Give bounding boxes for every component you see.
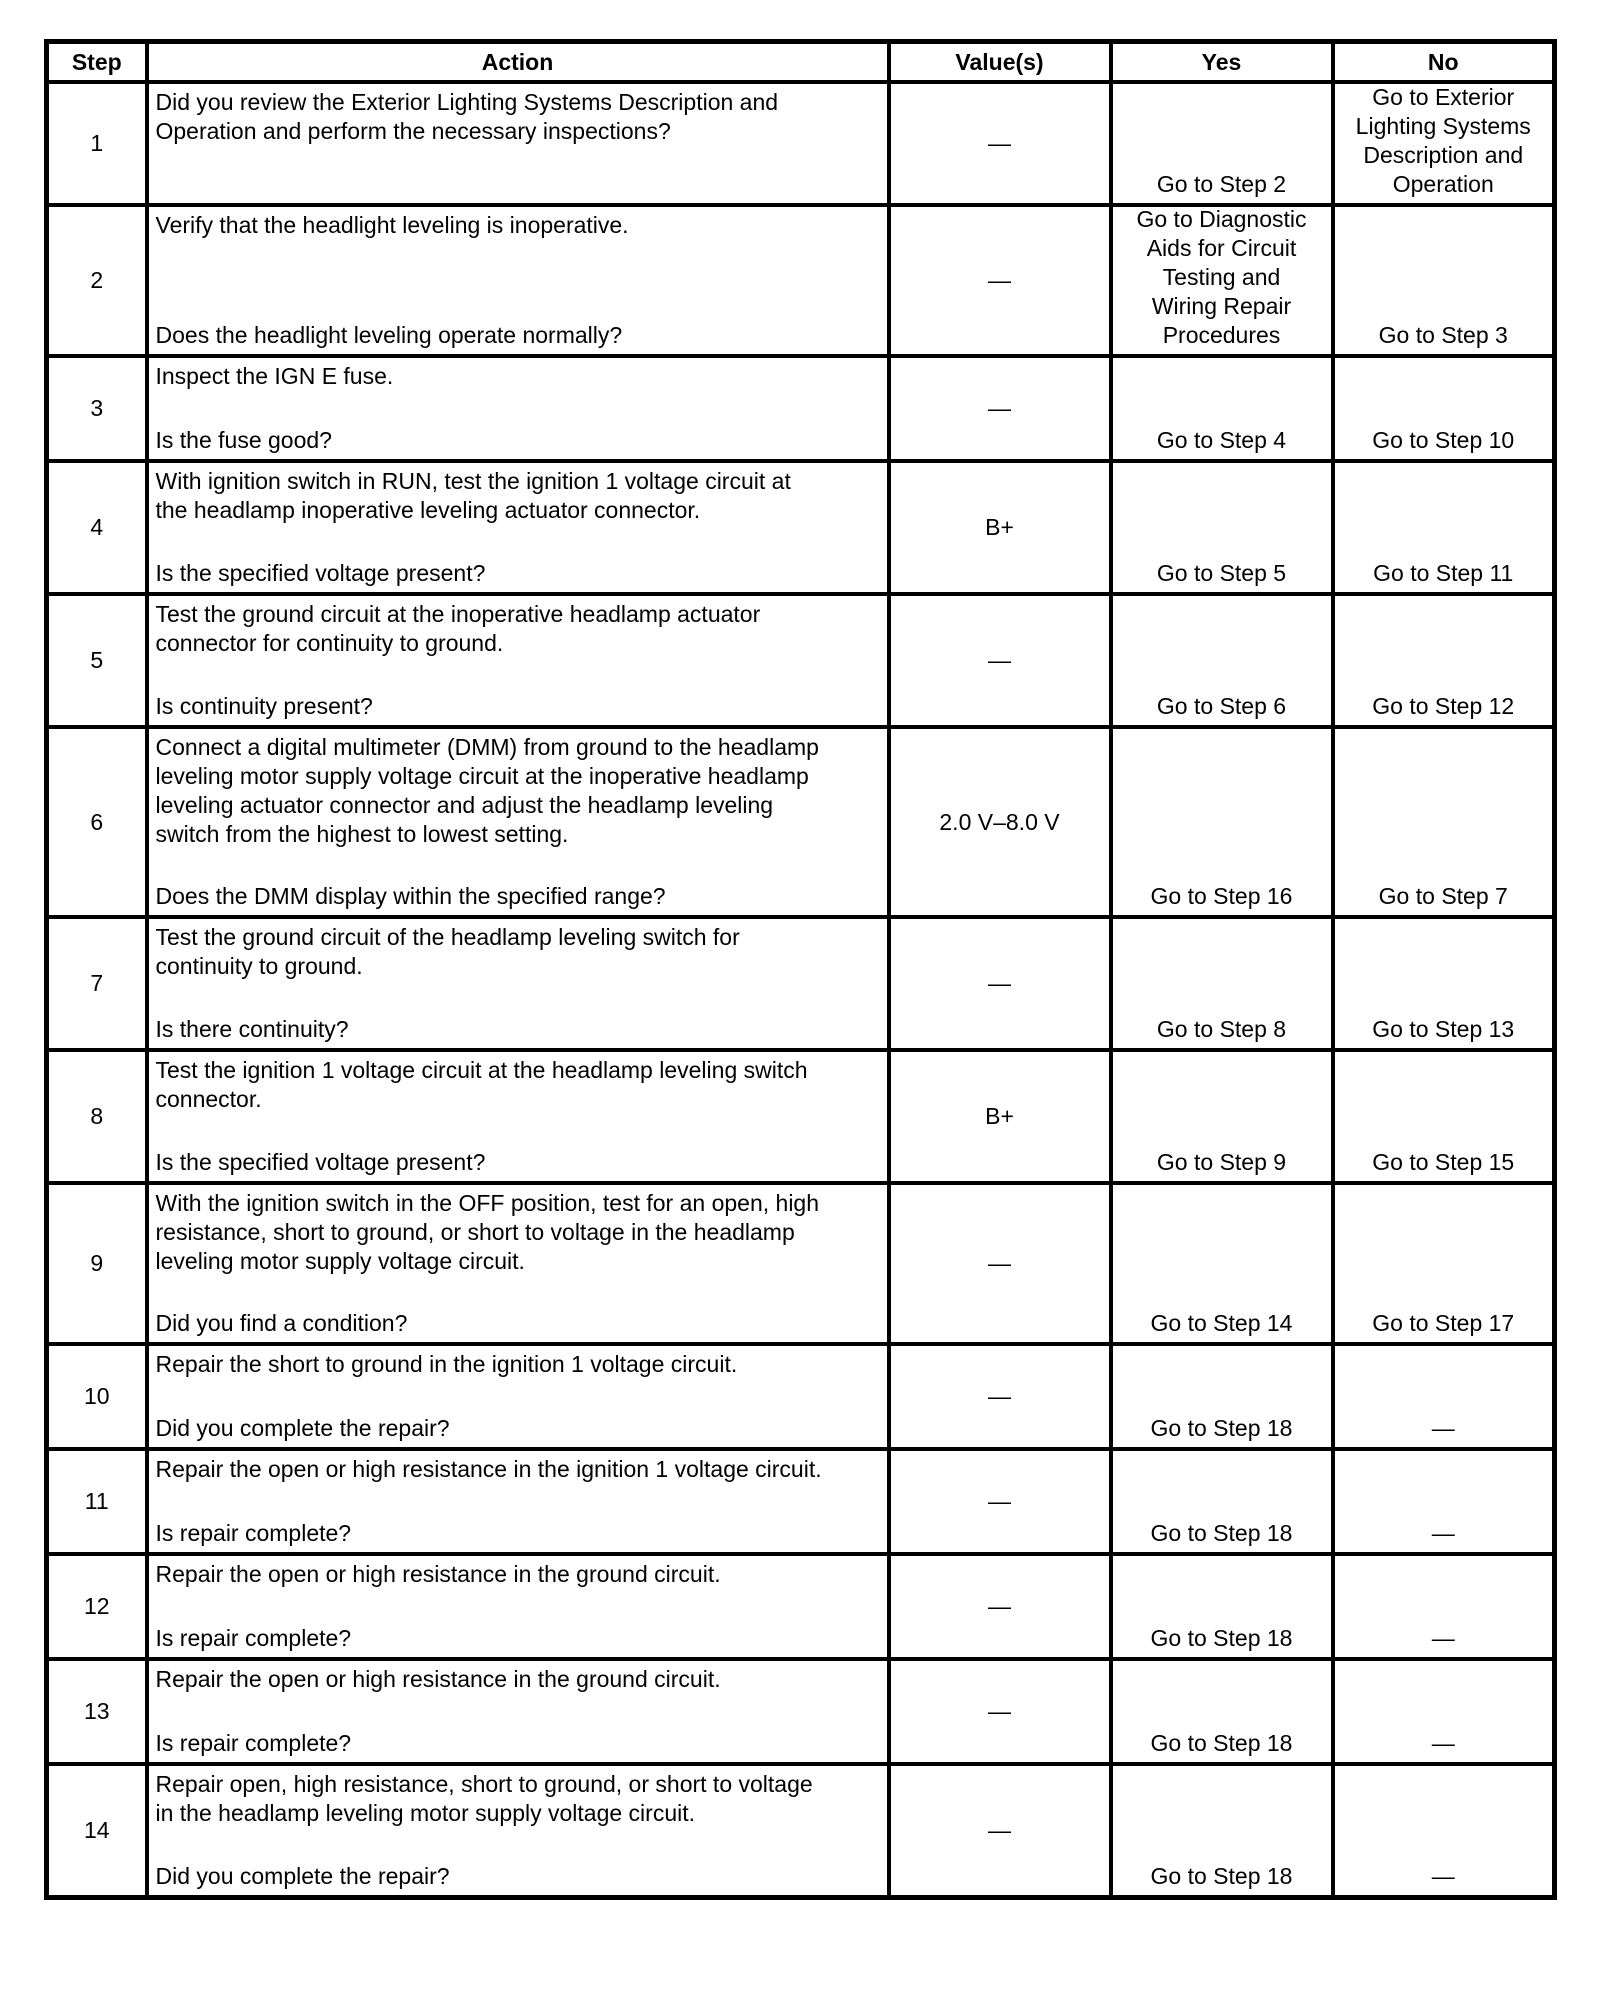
yes-text: Go to Step 6 xyxy=(1156,693,1287,719)
action-text: Inspect the IGN E fuse. xyxy=(155,363,394,389)
yes-text: Go to Step 18 xyxy=(1150,1625,1293,1651)
table-row xyxy=(47,917,1555,1050)
action-text: Repair open, high resistance, short to ground, or short to voltage in the headlamp leveling motor supply voltage circuit. xyxy=(155,1771,813,1826)
yes-cell xyxy=(1111,461,1333,594)
value-cell: B+ xyxy=(889,1050,1111,1183)
step-number: 10 xyxy=(47,1344,147,1449)
yes-text: Go to Step 18 xyxy=(1150,1863,1293,1889)
action-question: Is the specified voltage present? xyxy=(155,1149,486,1175)
yes-text: Go to Step 16 xyxy=(1150,883,1293,909)
no-cell xyxy=(1333,461,1555,594)
action-question: Does the headlight leveling operate normally? xyxy=(155,322,623,348)
no-text: Go to Step 17 xyxy=(1372,1310,1515,1336)
no-text: Go to Step 13 xyxy=(1372,1016,1515,1042)
step-number: 13 xyxy=(47,1659,147,1764)
yes-cell xyxy=(1111,1659,1333,1764)
yes-text: Go to Step 2 xyxy=(1156,171,1287,197)
no-cell xyxy=(1333,1554,1555,1659)
value-cell: — xyxy=(889,1449,1111,1554)
action-question: Did you find a condition? xyxy=(155,1310,408,1336)
action-question: Is repair complete? xyxy=(155,1625,352,1651)
diagnostic-table xyxy=(44,39,1557,1900)
action-cell xyxy=(147,1344,889,1449)
yes-cell xyxy=(1111,917,1333,1050)
yes-text: Go to Step 9 xyxy=(1156,1149,1287,1175)
step-number: 8 xyxy=(47,1050,147,1183)
no-cell xyxy=(1333,1659,1555,1764)
no-text: — xyxy=(1431,1863,1455,1889)
header-row xyxy=(47,42,1555,83)
step-number: 4 xyxy=(47,461,147,594)
value-cell: — xyxy=(889,917,1111,1050)
value-cell: — xyxy=(889,594,1111,727)
step-number: 3 xyxy=(47,356,147,461)
no-cell xyxy=(1333,917,1555,1050)
step-number: 5 xyxy=(47,594,147,727)
yes-text: Go to Step 4 xyxy=(1156,427,1287,453)
step-number: 11 xyxy=(47,1449,147,1554)
table-body xyxy=(47,82,1555,1898)
action-cell xyxy=(147,1449,889,1554)
no-text: Go to Step 12 xyxy=(1372,693,1515,719)
table-row xyxy=(47,205,1555,356)
yes-cell xyxy=(1111,1449,1333,1554)
value-cell: — xyxy=(889,1183,1111,1344)
action-text: Repair the open or high resistance in the ground circuit. xyxy=(155,1561,721,1587)
no-cell xyxy=(1333,1764,1555,1898)
yes-cell xyxy=(1111,1183,1333,1344)
yes-text: Go to Step 18 xyxy=(1150,1520,1293,1546)
table-row xyxy=(47,1344,1555,1449)
action-question: Is continuity present? xyxy=(155,693,373,719)
step-number: 14 xyxy=(47,1764,147,1898)
value-cell: — xyxy=(889,356,1111,461)
step-number: 6 xyxy=(47,727,147,917)
action-question: Did you complete the repair? xyxy=(155,1863,450,1889)
yes-cell xyxy=(1111,1554,1333,1659)
yes-cell xyxy=(1111,1050,1333,1183)
no-cell xyxy=(1333,727,1555,917)
action-question: Is repair complete? xyxy=(155,1730,352,1756)
no-cell xyxy=(1333,1183,1555,1344)
table-row xyxy=(47,1764,1555,1898)
no-text: Go to Step 10 xyxy=(1372,427,1515,453)
step-number: 12 xyxy=(47,1554,147,1659)
table-row xyxy=(47,1183,1555,1344)
no-text: Go to Step 3 xyxy=(1378,322,1508,348)
action-cell xyxy=(147,461,889,594)
action-cell xyxy=(147,1764,889,1898)
step-number: 9 xyxy=(47,1183,147,1344)
no-cell xyxy=(1333,82,1555,205)
action-question: Is the specified voltage present? xyxy=(155,560,486,586)
value-cell: 2.0 V–8.0 V xyxy=(889,727,1111,917)
no-text: Go to Step 7 xyxy=(1378,883,1508,909)
no-text: Go to Step 15 xyxy=(1372,1149,1515,1175)
table-row xyxy=(47,461,1555,594)
action-text: Verify that the headlight leveling is inoperative. xyxy=(155,212,629,238)
yes-cell xyxy=(1111,205,1333,356)
action-text: With ignition switch in RUN, test the ignition 1 voltage circuit at the headlamp inoperative leveling actuator connector. xyxy=(155,468,791,523)
action-text: Repair the open or high resistance in the ignition 1 voltage circuit. xyxy=(155,1456,822,1482)
header-step: Step xyxy=(47,42,147,83)
step-number: 1 xyxy=(47,82,147,205)
no-cell xyxy=(1333,1050,1555,1183)
action-question: Is there continuity? xyxy=(155,1016,349,1042)
yes-cell xyxy=(1111,594,1333,727)
action-text: Repair the short to ground in the ignition 1 voltage circuit. xyxy=(155,1351,738,1377)
value-cell: — xyxy=(889,1554,1111,1659)
table-row xyxy=(47,594,1555,727)
table-row xyxy=(47,1659,1555,1764)
action-text: Did you review the Exterior Lighting Systems Description and Operation and perform the necessary inspections? xyxy=(155,89,779,144)
step-number: 2 xyxy=(47,205,147,356)
yes-text: Go to Diagnostic Aids for Circuit Testing and Wiring Repair Procedures xyxy=(1136,206,1307,348)
no-text: Go to Step 11 xyxy=(1373,560,1514,586)
action-cell xyxy=(147,356,889,461)
table-row xyxy=(47,1449,1555,1554)
yes-cell xyxy=(1111,1764,1333,1898)
action-cell xyxy=(147,1659,889,1764)
action-cell xyxy=(147,1554,889,1659)
no-text: — xyxy=(1431,1520,1455,1546)
action-cell xyxy=(147,82,889,205)
table-row xyxy=(47,82,1555,205)
action-question: Is repair complete? xyxy=(155,1520,352,1546)
action-cell xyxy=(147,727,889,917)
header-values: Value(s) xyxy=(889,42,1111,83)
header-yes: Yes xyxy=(1111,42,1333,83)
action-cell xyxy=(147,917,889,1050)
action-text: Repair the open or high resistance in the ground circuit. xyxy=(155,1666,721,1692)
no-text: — xyxy=(1431,1730,1455,1756)
table-row xyxy=(47,1554,1555,1659)
no-cell xyxy=(1333,205,1555,356)
no-cell xyxy=(1333,356,1555,461)
action-text: Test the ignition 1 voltage circuit at the headlamp leveling switch connector. xyxy=(155,1057,808,1112)
no-text: — xyxy=(1431,1415,1455,1441)
action-question: Does the DMM display within the specified range? xyxy=(155,883,666,909)
action-cell xyxy=(147,1050,889,1183)
yes-text: Go to Step 14 xyxy=(1150,1310,1293,1336)
action-cell xyxy=(147,594,889,727)
action-text: With the ignition switch in the OFF position, test for an open, high resistance, short to ground, or short to voltage in the headlamp leveling motor supply voltage circuit. xyxy=(155,1190,820,1274)
value-cell: — xyxy=(889,1764,1111,1898)
no-text: — xyxy=(1431,1625,1455,1651)
header-action: Action xyxy=(147,42,889,83)
action-text: Connect a digital multimeter (DMM) from ground to the headlamp leveling motor supply voltage circuit at the inoperative headlamp leveling actuator connector and adjust the headlamp leveling switch from the highest to lowest setting. xyxy=(155,734,819,847)
no-cell xyxy=(1333,594,1555,727)
value-cell: — xyxy=(889,1659,1111,1764)
yes-text: Go to Step 18 xyxy=(1150,1730,1293,1756)
no-text: Go to Exterior Lighting Systems Description and Operation xyxy=(1355,84,1531,197)
value-cell: — xyxy=(889,1344,1111,1449)
action-text: Test the ground circuit at the inoperative headlamp actuator connector for continuity to ground. xyxy=(155,601,761,656)
header-no: No xyxy=(1333,42,1555,83)
action-question: Is the fuse good? xyxy=(155,427,332,453)
action-question: Did you complete the repair? xyxy=(155,1415,450,1441)
yes-text: Go to Step 18 xyxy=(1150,1415,1293,1441)
table-row xyxy=(47,727,1555,917)
yes-cell xyxy=(1111,356,1333,461)
value-cell: — xyxy=(889,205,1111,356)
yes-text: Go to Step 8 xyxy=(1156,1016,1287,1042)
action-cell xyxy=(147,1183,889,1344)
table-row xyxy=(47,356,1555,461)
yes-cell xyxy=(1111,727,1333,917)
no-cell xyxy=(1333,1344,1555,1449)
yes-cell xyxy=(1111,1344,1333,1449)
yes-text: Go to Step 5 xyxy=(1156,560,1287,586)
value-cell: B+ xyxy=(889,461,1111,594)
yes-cell xyxy=(1111,82,1333,205)
step-number: 7 xyxy=(47,917,147,1050)
value-cell: — xyxy=(889,82,1111,205)
action-text: Test the ground circuit of the headlamp leveling switch for continuity to ground. xyxy=(155,924,740,979)
table-row xyxy=(47,1050,1555,1183)
action-cell xyxy=(147,205,889,356)
no-cell xyxy=(1333,1449,1555,1554)
